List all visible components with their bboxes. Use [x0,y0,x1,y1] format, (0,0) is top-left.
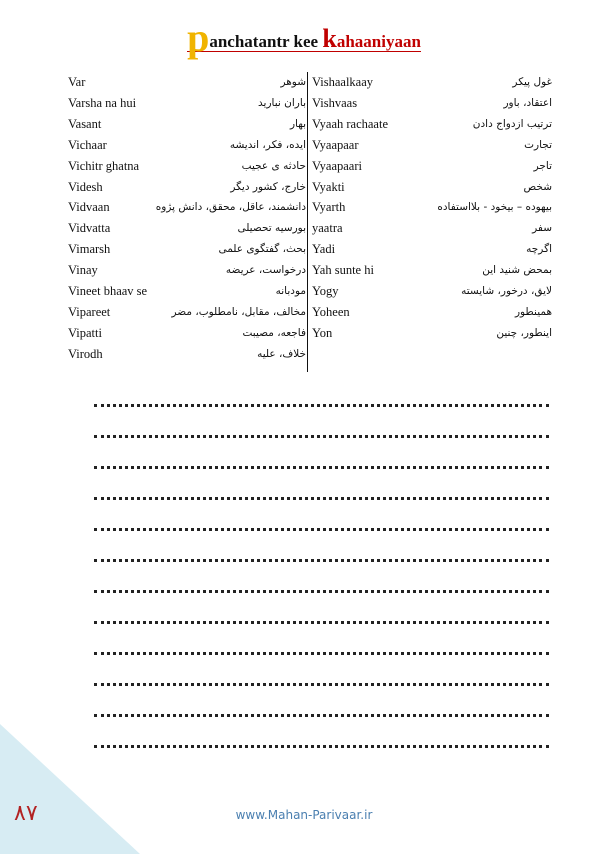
vocab-word: Vidvatta [68,221,111,236]
vocab-translation: تجارت [524,138,552,151]
vocab-word: Vishvaas [312,95,358,110]
page-title [0,15,608,60]
dotted-writing-line[interactable] [94,584,549,593]
vocab-translation: ایده، فکر، اندیشه [229,138,306,151]
vocab-word: Vipatti [68,325,102,340]
vocab-translation: بمحض شنید این [482,264,552,277]
dotted-writing-line[interactable] [94,708,549,717]
vocab-translation: باران نبارید [258,96,306,109]
title-word-2: ahaaniyaan [336,32,421,51]
dotted-writing-line[interactable] [94,460,549,469]
vocab-word: Vyakti [312,179,345,194]
vocab-row [0,344,608,365]
vocab-translation: اینطور، چنین [496,326,552,339]
vocab-translation: بیهوده – بیخود - بلااستفاده [437,201,552,214]
vocab-translation: مودبانه [275,285,306,297]
vocab-row [0,93,608,114]
vocab-word: Yogy [312,284,339,298]
dotted-writing-line[interactable] [94,677,549,686]
vocab-translation: فاجعه، مصیبت [242,326,306,339]
vocab-word: Vichitr ghatna [68,158,140,173]
vocab-word: Vasant [68,116,102,131]
vocab-word: Vinay [68,263,98,278]
dotted-writing-line[interactable] [94,739,549,748]
dotted-writing-line[interactable] [94,522,549,531]
vocab-row [0,302,608,323]
vocab-row [0,135,608,156]
vocab-word: Vyaapaar [312,137,359,152]
vocab-translation: همینطور [514,305,552,318]
vocab-row [0,114,608,135]
title-initial-p: p [187,15,210,60]
vocab-word: Var [68,75,86,89]
vocab-word: Varsha na hui [68,95,137,110]
dotted-writing-line[interactable] [94,429,549,438]
vocab-word: Yoheen [312,304,350,319]
vocab-translation: شوهر [280,76,306,88]
vocab-word: Vishaalkaay [312,75,374,89]
dotted-writing-line[interactable] [94,646,549,655]
vocab-word: Vimarsh [68,242,111,257]
vocab-translation: سفر [532,222,552,235]
vocab-translation: بهار [289,117,306,130]
vocab-translation: ترتیب ازدواج دادن [472,117,552,130]
vocab-translation: حادثه ی عجیب [241,159,306,172]
vocab-translation: خلاف، علیه [257,347,306,360]
vocab-translation: بحث، گفتگوی علمی [218,243,306,256]
vocab-row [0,218,608,239]
dotted-writing-line[interactable] [94,553,549,562]
title-initial-k: k [322,24,337,53]
vocab-word: Vyaapaari [312,158,362,173]
dotted-writing-line[interactable] [94,491,549,500]
vocab-translation: اگرچه [526,243,552,256]
vocab-translation: دانشمند، عاقل، محقق، دانش پژوه [155,201,306,214]
vocab-row [0,197,608,218]
vocab-translation: غول پیکر [512,76,552,88]
dotted-writing-line[interactable] [94,615,549,624]
vocab-translation: درخواست، عریضه [225,264,306,277]
footer-url: www.Mahan-Parivaar.ir [235,808,373,822]
vocab-row [0,156,608,177]
vocab-word: Yon [312,325,333,340]
vocab-word: Vineet bhaav se [68,284,148,298]
vocab-word: Vyaah rachaate [312,116,388,131]
vocab-row [0,323,608,344]
writing-lines [94,398,549,770]
vocab-word: Yadi [312,242,336,257]
vocab-word: Vipareet [68,304,111,319]
vocab-row [0,281,608,302]
vocab-translation: شخص [523,180,552,193]
vocab-row [0,239,608,260]
vocab-word: Vidvaan [68,200,110,215]
vocab-translation: اعتقاد، باور [503,96,552,109]
vocab-word: Videsh [68,179,103,194]
vocab-translation: مخالف، مقابل، نامطلوب، مضر [171,305,306,318]
vocab-word: Vichaar [68,137,107,152]
vocab-translation: تاجر [533,159,552,172]
title-word-1: anchatantr kee [209,32,323,51]
vocab-row [0,72,608,93]
vocab-row [0,260,608,281]
vocab-translation: بورسیه تحصیلی [237,222,306,235]
vocab-word: Virodh [68,346,103,361]
vocab-translation: لایق، درخور، شایسته [461,285,552,297]
vocab-word: yaatra [312,221,343,236]
corner-decoration [0,724,140,854]
dotted-writing-line[interactable] [94,398,549,407]
vocab-translation: خارج، کشور دیگر [230,180,306,193]
page-number: ۸۷ [14,801,38,826]
vocab-row [0,177,608,198]
vocab-word: Yah sunte hi [312,263,374,278]
vocab-word: Vyarth [312,200,346,215]
